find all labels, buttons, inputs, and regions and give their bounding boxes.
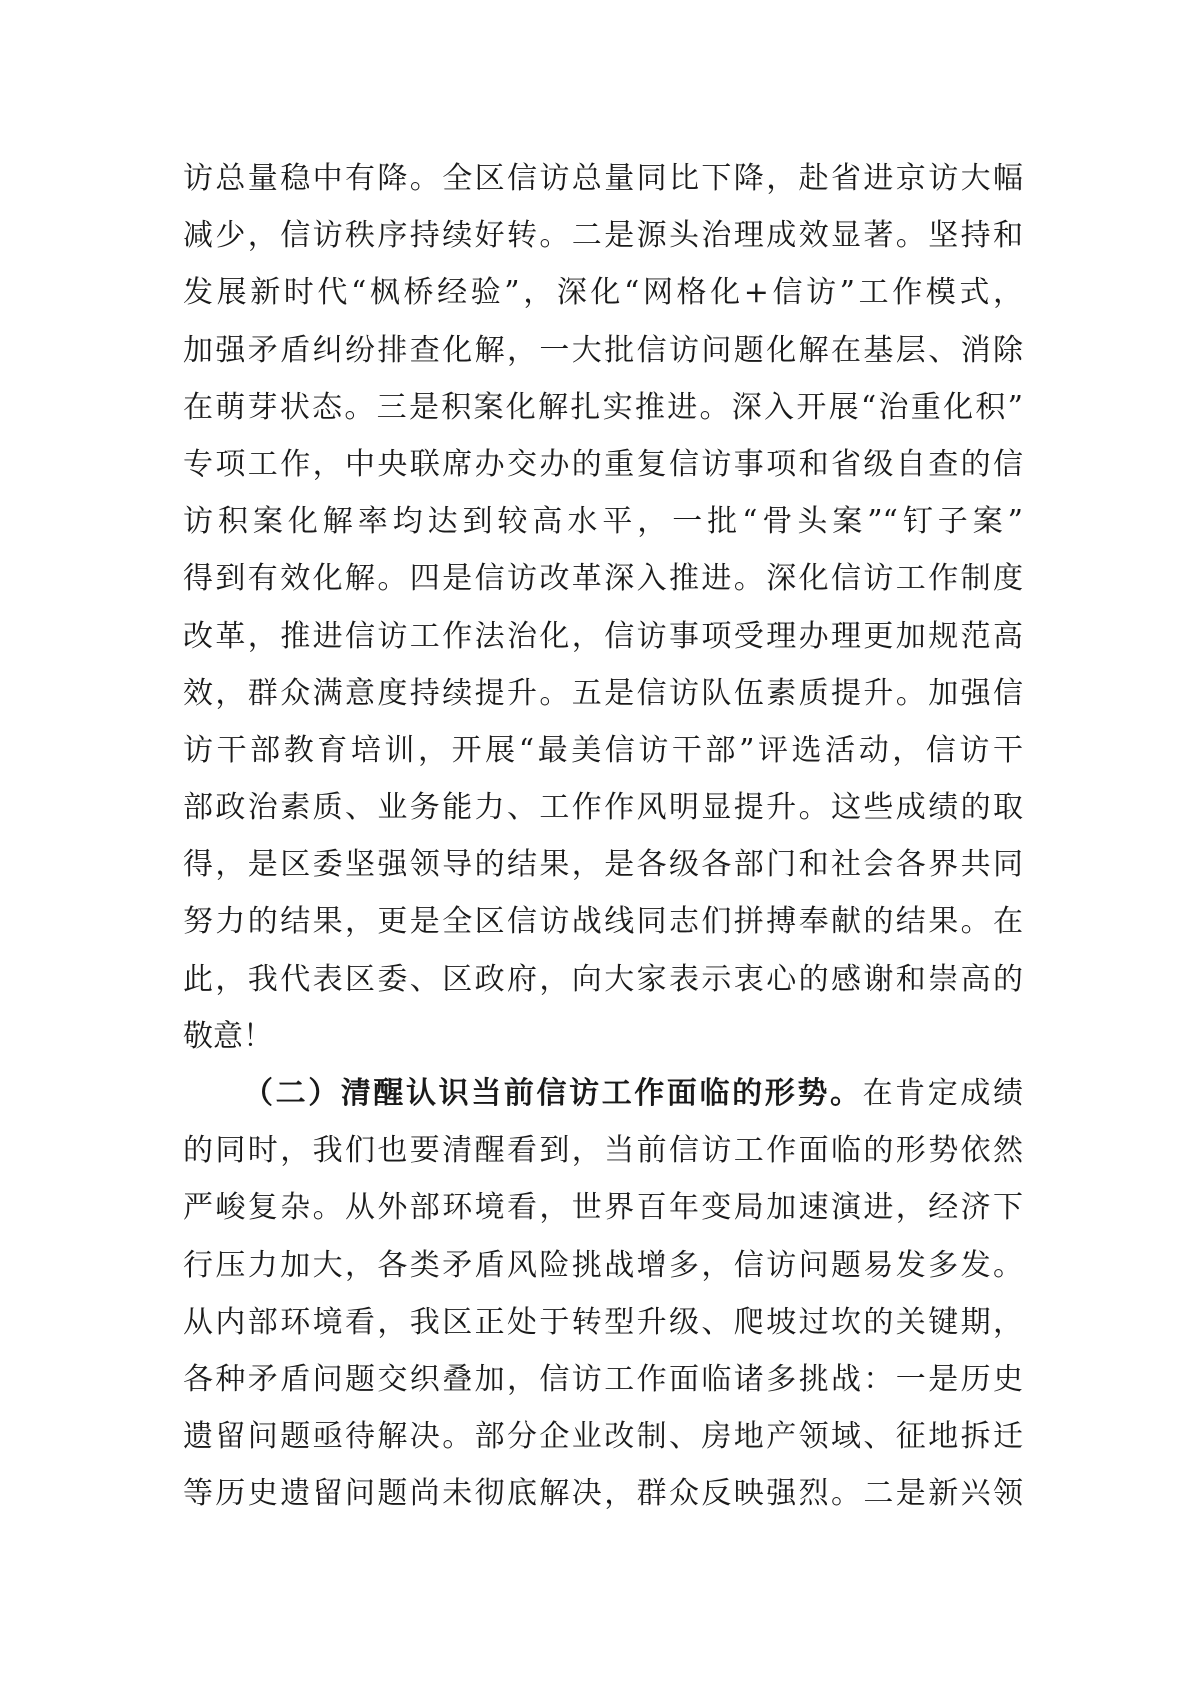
text-line: 各种矛盾问题交织叠加，信访工作面临诸多挑战：一是历史 [183, 1361, 1023, 1397]
text-line: 从内部环境看，我区正处于转型升级、爬坡过坎的关键期， [183, 1304, 1023, 1340]
text-line: 访干部教育培训，开展“最美信访干部”评选活动，信访干 [183, 732, 1023, 768]
text-line: 等历史遗留问题尚未彻底解决，群众反映强烈。二是新兴领 [183, 1476, 1023, 1512]
text-line: 努力的结果，更是全区信访战线同志们拼搏奉献的结果。在 [183, 904, 1023, 940]
text-line: 遗留问题亟待解决。部分企业改制、房地产领域、征地拆迁 [183, 1419, 1023, 1455]
body-text [183, 150, 1023, 1523]
text-line: 减少，信访秩序持续好转。二是源头治理成效显著。坚持和 [183, 218, 1023, 254]
section-heading-line [183, 1065, 1023, 1122]
text-line: 加强矛盾纠纷排查化解，一大批信访问题化解在基层、消除 [183, 332, 1023, 368]
text-line: 专项工作，中央联席办交办的重复信访事项和省级自查的信 [183, 446, 1023, 482]
section-heading: （二）清醒认识当前信访工作面临的形势。 [243, 1076, 863, 1111]
heading-line-rest: 在肯定成绩 [862, 1076, 1024, 1111]
text-line: 严峻复杂。从外部环境看，世界百年变局加速演进，经济下 [183, 1190, 1023, 1226]
text-line: 部政治素质、业务能力、工作作风明显提升。这些成绩的取 [183, 790, 1023, 826]
text-line: 此，我代表区委、区政府，向大家表示衷心的感谢和崇高的 [183, 961, 1023, 997]
text-line: 发展新时代“枫桥经验”，深化“网格化+信访”工作模式， [183, 275, 1023, 311]
text-line: 得到有效化解。四是信访改革深入推进。深化信访工作制度 [183, 561, 1023, 597]
text-line: 效，群众满意度持续提升。五是信访队伍素质提升。加强信 [183, 675, 1023, 711]
text-line: 改革，推进信访工作法治化，信访事项受理办理更加规范高 [183, 618, 1023, 654]
paragraph-achievements [183, 150, 1023, 1065]
text-line: 访积案化解率均达到较高水平，一批“骨头案”“钉子案” [183, 504, 1023, 540]
text-line: 得，是区委坚强领导的结果，是各级各部门和社会各界共同 [183, 847, 1023, 883]
text-line: 在萌芽状态。三是积案化解扎实推进。深入开展“治重化积” [183, 389, 1023, 425]
paragraph-situation [183, 1065, 1023, 1523]
text-line: 敬意！ [183, 1018, 273, 1054]
text-line: 访总量稳中有降。全区信访总量同比下降，赴省进京访大幅 [183, 161, 1023, 196]
text-line: 的同时，我们也要清醒看到，当前信访工作面临的形势依然 [183, 1133, 1023, 1169]
text-line: 行压力加大，各类矛盾风险挑战增多，信访问题易发多发。 [183, 1247, 1023, 1283]
